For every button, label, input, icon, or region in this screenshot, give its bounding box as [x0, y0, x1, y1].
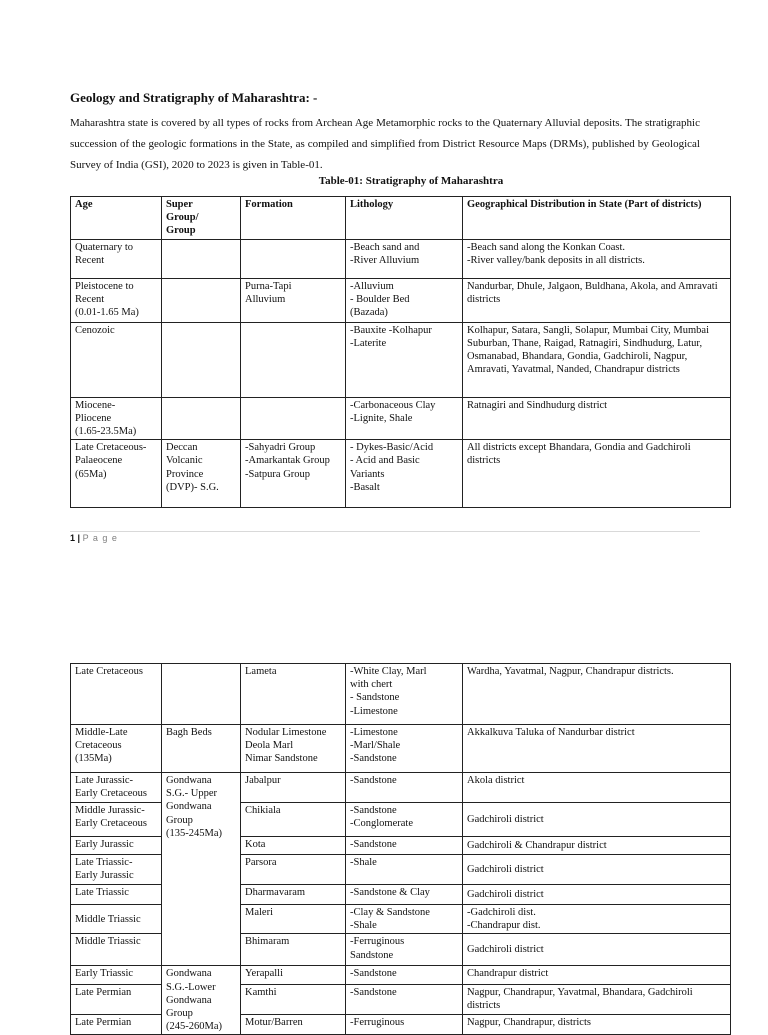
table-cell: Gadchiroli district	[463, 803, 731, 837]
table-cell: -Alluvium - Boulder Bed (Bazada)	[346, 278, 463, 322]
table-cell: Nodular Limestone Deola Marl Nimar Sandstone	[241, 725, 346, 773]
header-cell: Lithology	[346, 197, 463, 240]
footer-divider	[70, 531, 700, 532]
page-footer	[70, 533, 118, 543]
table-cell: -White Clay, Marl with chert - Sandstone -Limestone	[346, 664, 463, 725]
table-cell: Kolhapur, Satara, Sangli, Solapur, Mumbai City, Mumbai Suburban, Thane, Raigad, Ratnagiri, Sindhudurg, Latur, Osmanabad, Bhandara, Gondia, Gadchiroli, Nagpur, Amravati, Yavatmal, Nanded, Chandrapur districts	[463, 322, 731, 397]
table-cell: Late Permian	[71, 984, 162, 1014]
page-separator: |	[77, 533, 81, 543]
table-row	[71, 440, 731, 508]
table-cell: Jabalpur	[241, 773, 346, 803]
table-cell: Miocene- Pliocene (1.65-23.5Ma)	[71, 397, 162, 440]
table-cell: All districts except Bhandara, Gondia and Gadchiroli districts	[463, 440, 731, 508]
header-cell: Super Group/ Group	[162, 197, 241, 240]
table-cell: -Carbonaceous Clay -Lignite, Shale	[346, 397, 463, 440]
table-cell: Late Triassic	[71, 885, 162, 905]
table-cell: Akola district	[463, 773, 731, 803]
table-cell: Bhimaram	[241, 934, 346, 966]
table-cell: Late Cretaceous	[71, 664, 162, 725]
page-break	[0, 590, 768, 591]
table-cell: Gondwana S.G.-Lower Gondwana Group (245-260Ma)	[162, 966, 241, 1035]
table-cell: Purna-Tapi Alluvium	[241, 278, 346, 322]
table-cell: -Shale	[346, 855, 463, 885]
table-cell: -Limestone -Marl/Shale -Sandstone	[346, 725, 463, 773]
table-header-row	[71, 197, 731, 240]
table-row	[71, 322, 731, 397]
table-cell: Motur/Barren	[241, 1015, 346, 1035]
table-cell: Quaternary to Recent	[71, 239, 162, 278]
table-cell: Late Permian	[71, 1015, 162, 1035]
table-cell: Late Triassic- Early Jurassic	[71, 855, 162, 885]
table-cell: -Sandstone	[346, 837, 463, 855]
table-cell: Pleistocene to Recent (0.01-1.65 Ma)	[71, 278, 162, 322]
table-row	[71, 664, 731, 725]
table-cell: Nagpur, Chandrapur, Yavatmal, Bhandara, Gadchiroli districts	[463, 984, 731, 1014]
table-cell	[162, 664, 241, 725]
table-cell: -Sandstone	[346, 966, 463, 984]
table-cell: Middle-Late Cretaceous (135Ma)	[71, 725, 162, 773]
table-cell: Akkalkuva Taluka of Nandurbar district	[463, 725, 731, 773]
table-cell	[162, 322, 241, 397]
table-cell: Middle Triassic	[71, 934, 162, 966]
document-heading: Geology and Stratigraphy of Maharashtra: -	[70, 90, 318, 105]
table-row	[71, 773, 731, 803]
table-row	[71, 239, 731, 278]
table-cell: Dharmavaram	[241, 885, 346, 905]
table-cell: Parsora	[241, 855, 346, 885]
table-row	[71, 397, 731, 440]
table-cell	[162, 239, 241, 278]
table-cell: -Clay & Sandstone -Shale	[346, 905, 463, 934]
header-cell: Age	[71, 197, 162, 240]
table-cell: Kota	[241, 837, 346, 855]
table-cell	[241, 397, 346, 440]
table-cell: Kamthi	[241, 984, 346, 1014]
table-cell	[162, 397, 241, 440]
table-cell: Late Jurassic- Early Cretaceous	[71, 773, 162, 803]
table-row	[71, 725, 731, 773]
table-cell: Bagh Beds	[162, 725, 241, 773]
table-cell: -Gadchiroli dist. -Chandrapur dist.	[463, 905, 731, 934]
header-cell: Geographical Distribution in State (Part of districts)	[463, 197, 731, 240]
table-cell: Middle Jurassic- Early Cretaceous	[71, 803, 162, 837]
table-cell: -Sandstone	[346, 773, 463, 803]
table-cell: Gondwana S.G.- Upper Gondwana Group (135-245Ma)	[162, 773, 241, 966]
header-cell: Formation	[241, 197, 346, 240]
table-cell: -Bauxite -Kolhapur -Laterite	[346, 322, 463, 397]
table-cell: -Sahyadri Group -Amarkantak Group -Satpura Group	[241, 440, 346, 508]
table-row	[71, 278, 731, 322]
page-number: 1	[70, 533, 76, 543]
table-cell: -Sandstone -Conglomerate	[346, 803, 463, 837]
table-caption: Table-01: Stratigraphy of Maharashtra	[318, 175, 504, 187]
table-cell: Cenozoic	[71, 322, 162, 397]
table-cell: Chikiala	[241, 803, 346, 837]
stratigraphy-table-page1	[70, 196, 731, 508]
table-cell: Early Triassic	[71, 966, 162, 984]
table-cell: Maleri	[241, 905, 346, 934]
page-label: P a g e	[82, 533, 118, 543]
table-cell	[241, 239, 346, 278]
table-cell: Wardha, Yavatmal, Nagpur, Chandrapur districts.	[463, 664, 731, 725]
table-cell: Ratnagiri and Sindhudurg district	[463, 397, 731, 440]
table-cell: Gadchiroli district	[463, 885, 731, 905]
table-cell: Early Jurassic	[71, 837, 162, 855]
table-cell: Deccan Volcanic Province (DVP)- S.G.	[162, 440, 241, 508]
table-cell: -Beach sand and -River Alluvium	[346, 239, 463, 278]
table-cell: Gadchiroli district	[463, 934, 731, 966]
table-cell: Middle Triassic	[71, 905, 162, 934]
table-cell: Nandurbar, Dhule, Jalgaon, Buldhana, Akola, and Amravati districts	[463, 278, 731, 322]
table-cell: Gadchiroli & Chandrapur district	[463, 837, 731, 855]
table-cell: -Sandstone & Clay	[346, 885, 463, 905]
table-cell: -Ferruginous	[346, 1015, 463, 1035]
table-cell: Nagpur, Chandrapur, districts	[463, 1015, 731, 1035]
table-cell	[162, 278, 241, 322]
table-cell: Late Cretaceous- Palaeocene (65Ma)	[71, 440, 162, 508]
table-cell: Lameta	[241, 664, 346, 725]
table-cell: Gadchiroli district	[463, 855, 731, 885]
table-cell: Chandrapur district	[463, 966, 731, 984]
table-cell: -Beach sand along the Konkan Coast. -River valley/bank deposits in all districts.	[463, 239, 731, 278]
table-row	[71, 966, 731, 984]
table-cell: -Ferruginous Sandstone	[346, 934, 463, 966]
intro-paragraph: Maharashtra state is covered by all types of rocks from Archean Age Metamorphic rocks to the Quaternary Alluvial deposits. The stratigraphic succession of the geologic formations in the State, as compiled and simplified from District Resource Maps (DRMs), published by Geological Survey of India (GSI), 2020 to 2023 is given in Table-01.	[70, 117, 700, 171]
table-cell: -Sandstone	[346, 984, 463, 1014]
table-cell: - Dykes-Basic/Acid - Acid and Basic Variants -Basalt	[346, 440, 463, 508]
stratigraphy-table-page2	[70, 663, 731, 1035]
table-cell: Yerapalli	[241, 966, 346, 984]
table-cell	[241, 322, 346, 397]
